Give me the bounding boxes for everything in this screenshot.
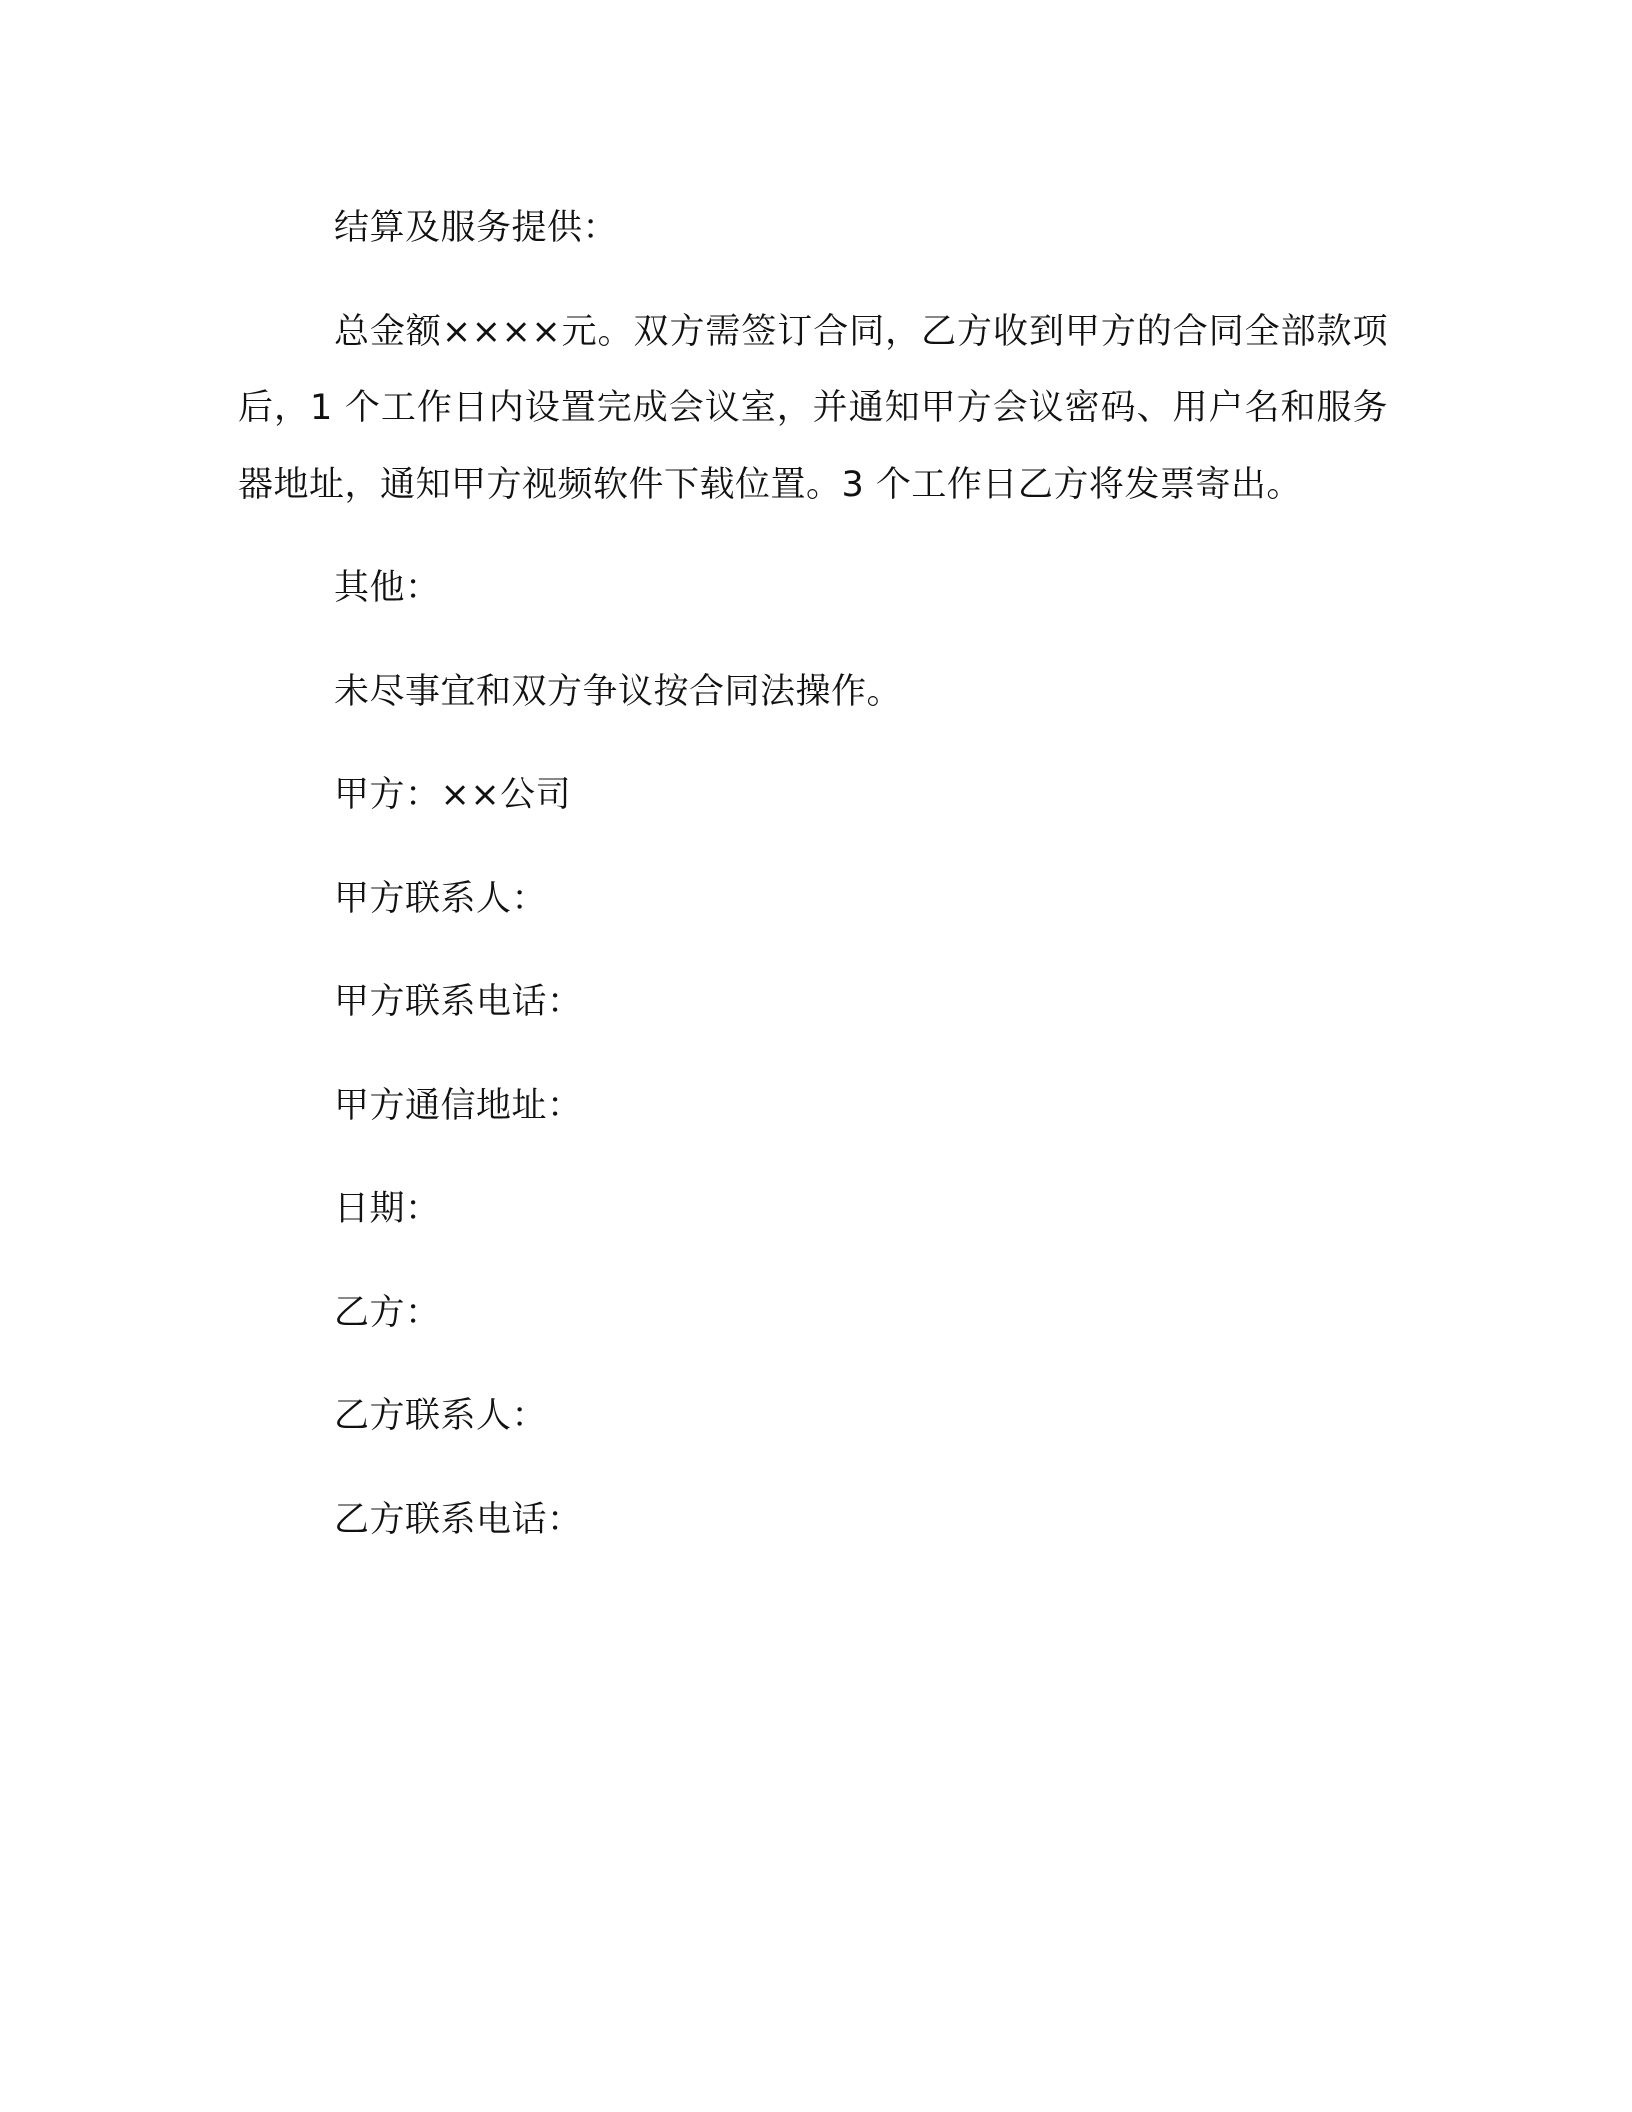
- party-b-phone-field: 乙方联系电话：: [334, 1499, 583, 1540]
- other-heading: 其他：: [334, 568, 441, 608]
- other-body: 未尽事宜和双方争议按合同法操作。: [334, 671, 903, 712]
- party-a-field: 甲方：××公司: [334, 775, 572, 815]
- party-b-field: 乙方：: [334, 1292, 441, 1333]
- settlement-body: 总金额××××元。双方需签订合同，乙方收到甲方的合同全部款项后，1 个工作日内设置完成会议室，并通知甲方会议密码、用户名和服务器地址，通知甲方视频软件下载位置。3 个工作日乙方将发票寄出。: [238, 311, 1388, 505]
- party-b-contact-field: 乙方联系人：: [334, 1396, 548, 1436]
- party-a-phone-field: 甲方联系电话：: [334, 982, 583, 1022]
- settlement-heading: 结算及服务提供：: [334, 208, 619, 248]
- party-a-contact-field: 甲方联系人：: [334, 878, 548, 919]
- date-field: 日期：: [334, 1189, 441, 1229]
- party-a-address-field: 甲方通信地址：: [334, 1085, 583, 1126]
- document-body: [238, 190, 1388, 1585]
